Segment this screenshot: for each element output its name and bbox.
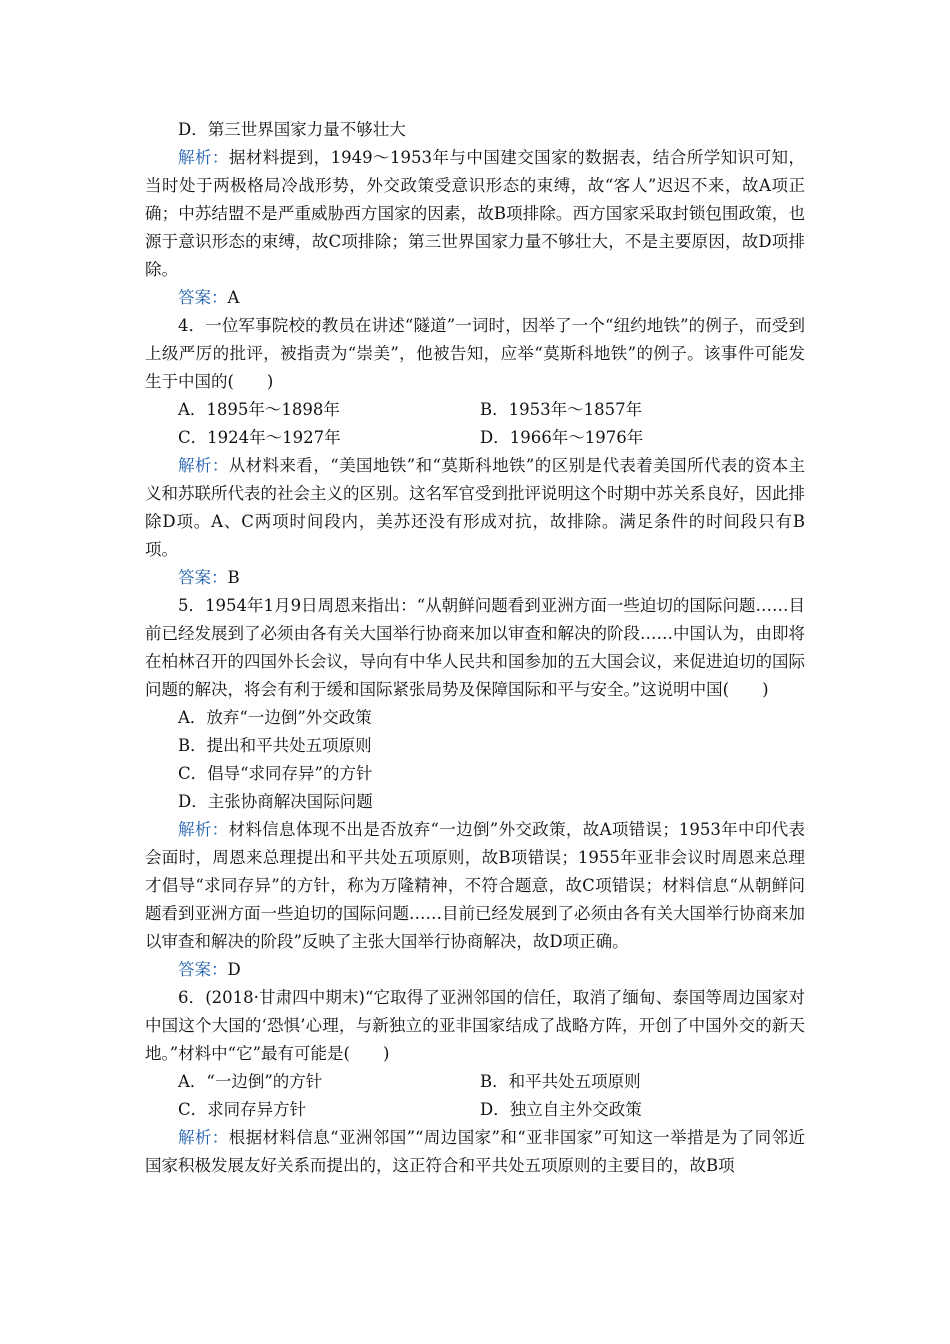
q5-option-c: C．倡导“求同存异”的方针 [178,764,373,783]
q3-option-d: D．第三世界国家力量不够壮大 [178,120,406,139]
q4-option-c: C．1924年～1927年 [178,428,341,447]
answer-label: 答案： [178,288,228,307]
q5-option-b: B．提出和平共处五项原则 [178,736,372,755]
q5-analysis [145,816,805,956]
q4-options-row-2 [145,424,805,452]
q3-analysis-text: 据材料提到，1949～1953年与中国建交国家的数据表，结合所学知识可知，当时处于两极格局冷战形势，外交政策受意识形态的束缚，故“客人”迟迟不来，故A项正确；中苏结盟不是严重威胁西方国家的因素，故B项排除。西方国家采取封锁包围政策，也源于意识形态的束缚，故C项排除；第三世界国家力量不够壮大，不是主要原因，故D项排除。 [145,148,806,279]
analysis-label: 解析： [178,148,229,167]
document-page [145,116,805,1180]
q4-option-b: B．1953年～1857年 [480,400,643,419]
q6-option-d: D．独立自主外交政策 [480,1100,642,1119]
q4-analysis-text: 从材料来看，“美国地铁”和“莫斯科地铁”的区别是代表着美国所代表的资本主义和苏联所代表的社会主义的区别。这名军官受到批评说明这个时期中苏关系良好，因此排除D项。A、C两项时间段内，美苏还没有形成对抗，故排除。满足条件的时间段只有B项。 [145,456,805,559]
q6-option-c: C．求同存异方针 [178,1100,307,1119]
q5-option-a: A．放弃“一边倒”外交政策 [178,708,372,727]
q5-stem: 5．1954年1月9日周恩来指出：“从朝鲜问题看到亚洲方面一些迫切的国际问题……目前已经发展到了必须由各有关大国举行协商来加以审查和解决的阶段……中国认为，由即将在柏林召开的四国外长会议，导向有中华人民共和国参加的五大国会议，来促进迫切的国际问题的解决，将会有利于缓和国际紧张局势及保障国际和平与安全。”这说明中国( ) [145,596,805,699]
q4-option-d: D．1966年～1976年 [480,428,644,447]
answer-label: 答案： [178,568,228,587]
q6-option-b: B．和平共处五项原则 [480,1072,641,1091]
q6-analysis [145,1124,805,1180]
q5-analysis-text: 材料信息体现不出是否放弃“一边倒”外交政策，故A项错误；1953年中印代表会面时，周恩来总理提出和平共处五项原则，故B项错误；1955年亚非会议时周恩来总理才倡导“求同存异”的方针，称为万隆精神，不符合题意，故C项错误；材料信息“从朝鲜问题看到亚洲方面一些迫切的国际问题……目前已经发展到了必须由各有关大国举行协商来加以审查和解决的阶段”反映了主张大国举行协商解决，故D项正确。 [145,820,806,951]
answer-label: 答案： [178,960,228,979]
q4-answer [145,564,805,592]
q3-answer-value: A [227,288,240,307]
q6-stem: 6．(2018·甘肃四中期末)“它取得了亚洲邻国的信任，取消了缅甸、泰国等周边国家对中国这个大国的‘恐惧’心理，与新独立的亚非国家结成了战略方阵，开创了中国外交的新天地。”材料中“它”最有可能是( ) [145,988,805,1063]
q4-option-a: A．1895年～1898年 [178,400,340,419]
q4-stem: 4．一位军事院校的教员在讲述“隧道”一词时，因举了一个“纽约地铁”的例子，而受到上级严厉的批评，被指责为“崇美”，他被告知，应举“莫斯科地铁”的例子。该事件可能发生于中国的( ) [145,316,805,391]
analysis-label: 解析： [178,456,229,475]
q3-analysis [145,144,805,284]
q6-options-row-2 [145,1096,805,1124]
analysis-label: 解析： [178,820,229,839]
analysis-label: 解析： [178,1128,229,1147]
q6-analysis-text: 根据材料信息“亚洲邻国”“周边国家”和“亚非国家”可知这一举措是为了同邻近国家积极发展友好关系而提出的，这正符合和平共处五项原则的主要目的，故B项 [145,1128,805,1175]
q4-analysis [145,452,805,564]
q4-answer-value: B [227,568,240,587]
q6-options-row-1 [145,1068,805,1096]
q3-answer [145,284,805,312]
q5-answer-value: D [227,960,241,979]
q5-answer [145,956,805,984]
q5-option-d: D．主张协商解决国际问题 [178,792,373,811]
q4-options-row-1 [145,396,805,424]
q6-option-a: A．“一边倒”的方针 [178,1072,323,1091]
